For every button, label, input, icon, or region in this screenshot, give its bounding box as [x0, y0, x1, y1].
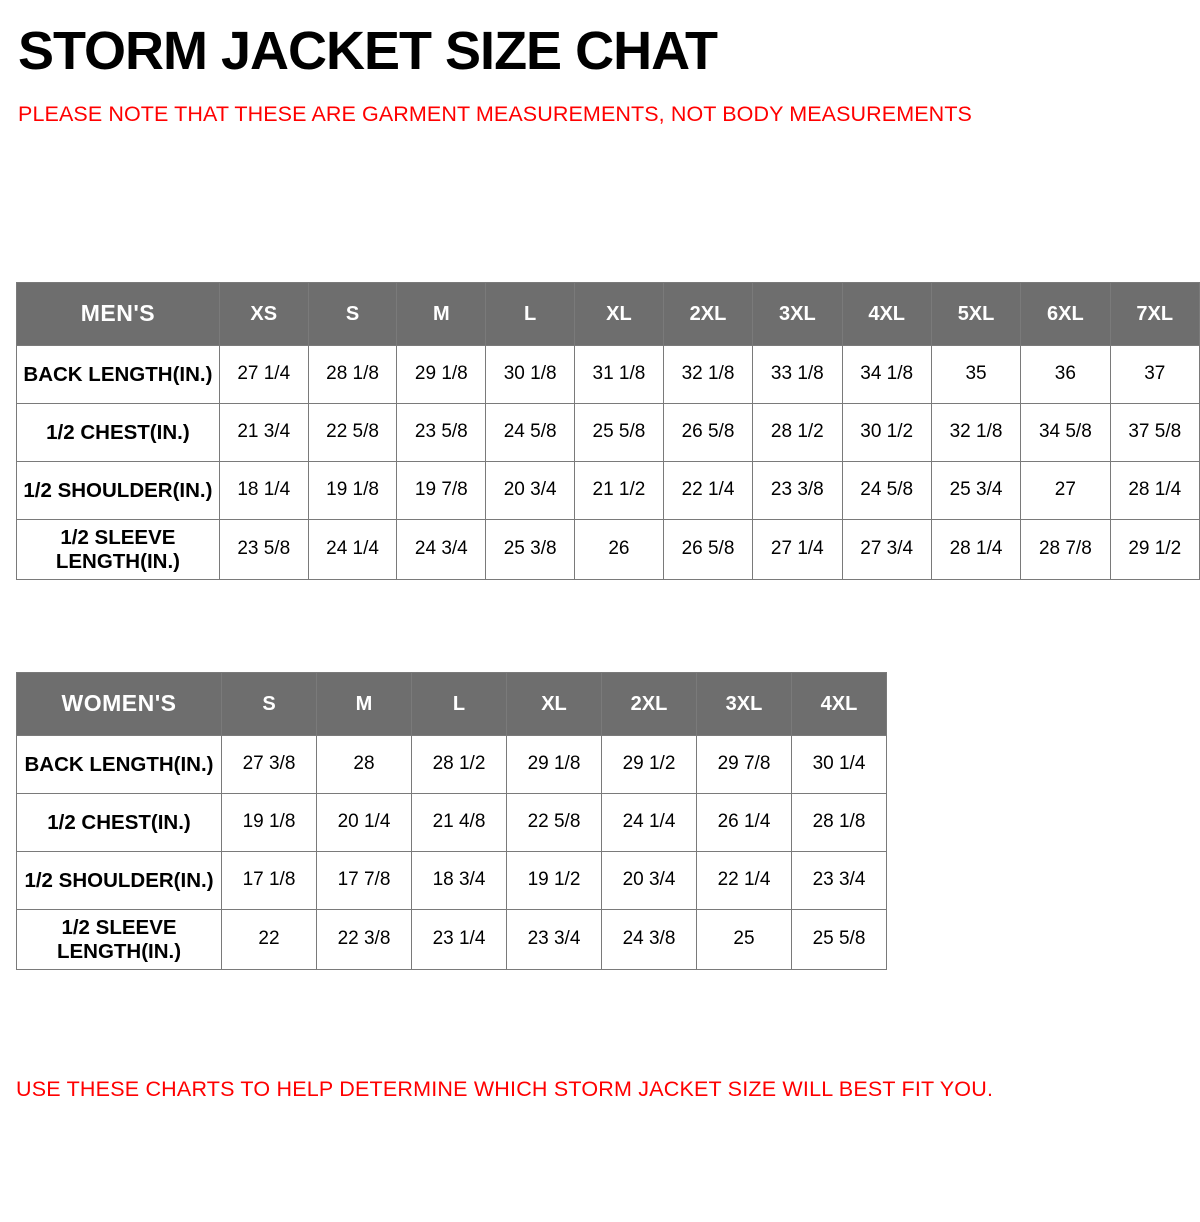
- measurement-cell: 20 1/4: [317, 794, 412, 852]
- measurement-cell: 24 3/8: [602, 910, 697, 970]
- measurement-cell: 21 1/2: [575, 462, 664, 520]
- column-header-size: L: [486, 283, 575, 346]
- mens-table-body: [17, 346, 1200, 580]
- womens-table-body: [17, 736, 887, 970]
- measurement-cell: 25: [697, 910, 792, 970]
- column-header-size: 2XL: [663, 283, 752, 346]
- column-header-size: XL: [507, 673, 602, 736]
- measurement-cell: 19 7/8: [397, 462, 486, 520]
- measurement-cell: 34 5/8: [1021, 404, 1110, 462]
- column-header-size: M: [397, 283, 486, 346]
- table-gender-header: WOMEN'S: [17, 673, 222, 736]
- column-header-size: S: [222, 673, 317, 736]
- column-header-size: L: [412, 673, 507, 736]
- column-header-size: 6XL: [1021, 283, 1110, 346]
- measurement-cell: 26 5/8: [663, 520, 752, 580]
- measurement-cell: 29 1/8: [507, 736, 602, 794]
- table-row: [17, 736, 887, 794]
- table-row: [17, 794, 887, 852]
- measurement-cell: 23 3/8: [753, 462, 842, 520]
- measurement-cell: 21 3/4: [219, 404, 308, 462]
- measurement-cell: 29 1/2: [1110, 520, 1199, 580]
- measurement-cell: 30 1/4: [792, 736, 887, 794]
- measurement-cell: 27 3/4: [842, 520, 931, 580]
- table-gender-header: MEN'S: [17, 283, 220, 346]
- measurement-cell: 29 1/2: [602, 736, 697, 794]
- measurement-cell: 32 1/8: [663, 346, 752, 404]
- measurement-cell: 23 3/4: [507, 910, 602, 970]
- measurement-cell: 27 1/4: [753, 520, 842, 580]
- measurement-cell: 36: [1021, 346, 1110, 404]
- measurement-cell: 22 3/8: [317, 910, 412, 970]
- row-measurement-label: 1/2 SLEEVE LENGTH(IN.): [17, 910, 222, 970]
- measurement-cell: 24 1/4: [602, 794, 697, 852]
- measurement-cell: 18 3/4: [412, 852, 507, 910]
- measurement-cell: 19 1/2: [507, 852, 602, 910]
- measurement-cell: 26 5/8: [663, 404, 752, 462]
- womens-size-table: [16, 672, 887, 970]
- size-chart-page: [0, 22, 1200, 1222]
- measurement-cell: 26: [575, 520, 664, 580]
- womens-size-table-wrapper: [16, 672, 887, 970]
- measurement-cell: 23 3/4: [792, 852, 887, 910]
- measurement-cell: 22 5/8: [308, 404, 397, 462]
- measurement-cell: 18 1/4: [219, 462, 308, 520]
- column-header-size: XL: [575, 283, 664, 346]
- measurement-cell: 21 4/8: [412, 794, 507, 852]
- measurement-cell: 23 1/4: [412, 910, 507, 970]
- column-header-size: 3XL: [753, 283, 842, 346]
- measurement-cell: 25 5/8: [792, 910, 887, 970]
- measurement-cell: 28 1/8: [792, 794, 887, 852]
- measurement-cell: 20 3/4: [486, 462, 575, 520]
- measurement-cell: 24 5/8: [486, 404, 575, 462]
- table-row: [17, 346, 1200, 404]
- measurement-cell: 35: [931, 346, 1020, 404]
- table-row: [17, 404, 1200, 462]
- measurement-cell: 28 7/8: [1021, 520, 1110, 580]
- measurement-cell: 34 1/8: [842, 346, 931, 404]
- column-header-size: 4XL: [842, 283, 931, 346]
- measurement-cell: 23 5/8: [397, 404, 486, 462]
- measurement-cell: 25 3/4: [931, 462, 1020, 520]
- measurement-cell: 28 1/4: [931, 520, 1020, 580]
- table-row: [17, 462, 1200, 520]
- column-header-size: XS: [219, 283, 308, 346]
- column-header-size: 3XL: [697, 673, 792, 736]
- row-measurement-label: 1/2 CHEST(IN.): [17, 404, 220, 462]
- measurement-cell: 32 1/8: [931, 404, 1020, 462]
- measurement-cell: 28 1/2: [412, 736, 507, 794]
- measurement-cell: 25 3/8: [486, 520, 575, 580]
- column-header-size: 4XL: [792, 673, 887, 736]
- measurement-cell: 17 7/8: [317, 852, 412, 910]
- measurement-cell: 31 1/8: [575, 346, 664, 404]
- measurement-cell: 24 3/4: [397, 520, 486, 580]
- row-measurement-label: 1/2 CHEST(IN.): [17, 794, 222, 852]
- row-measurement-label: 1/2 SLEEVE LENGTH(IN.): [17, 520, 220, 580]
- measurement-cell: 28 1/8: [308, 346, 397, 404]
- row-measurement-label: 1/2 SHOULDER(IN.): [17, 462, 220, 520]
- table-row: [17, 910, 887, 970]
- measurement-cell: 19 1/8: [308, 462, 397, 520]
- column-header-size: M: [317, 673, 412, 736]
- page-title: STORM JACKET SIZE CHAT: [18, 21, 718, 81]
- mens-size-table: [16, 282, 1200, 580]
- measurement-cell: 28 1/2: [753, 404, 842, 462]
- measurement-cell: 22 5/8: [507, 794, 602, 852]
- measurement-cell: 30 1/2: [842, 404, 931, 462]
- measurement-cell: 37: [1110, 346, 1199, 404]
- mens-size-table-wrapper: [16, 282, 1200, 580]
- measurement-cell: 22 1/4: [697, 852, 792, 910]
- measurement-cell: 26 1/4: [697, 794, 792, 852]
- measurement-cell: 19 1/8: [222, 794, 317, 852]
- row-measurement-label: BACK LENGTH(IN.): [17, 736, 222, 794]
- column-header-size: 2XL: [602, 673, 697, 736]
- measurement-cell: 20 3/4: [602, 852, 697, 910]
- measurement-cell: 37 5/8: [1110, 404, 1199, 462]
- top-note: PLEASE NOTE THAT THESE ARE GARMENT MEASUREMENTS, NOT BODY MEASUREMENTS: [18, 102, 972, 127]
- measurement-cell: 24 1/4: [308, 520, 397, 580]
- column-header-size: S: [308, 283, 397, 346]
- column-header-size: 7XL: [1110, 283, 1199, 346]
- row-measurement-label: BACK LENGTH(IN.): [17, 346, 220, 404]
- measurement-cell: 33 1/8: [753, 346, 842, 404]
- measurement-cell: 29 7/8: [697, 736, 792, 794]
- measurement-cell: 17 1/8: [222, 852, 317, 910]
- measurement-cell: 30 1/8: [486, 346, 575, 404]
- measurement-cell: 23 5/8: [219, 520, 308, 580]
- womens-table-header: [17, 673, 887, 736]
- column-header-size: 5XL: [931, 283, 1020, 346]
- bottom-note: USE THESE CHARTS TO HELP DETERMINE WHICH STORM JACKET SIZE WILL BEST FIT YOU.: [16, 1077, 994, 1101]
- measurement-cell: 22 1/4: [663, 462, 752, 520]
- measurement-cell: 22: [222, 910, 317, 970]
- measurement-cell: 27 3/8: [222, 736, 317, 794]
- measurement-cell: 25 5/8: [575, 404, 664, 462]
- measurement-cell: 24 5/8: [842, 462, 931, 520]
- table-row: [17, 852, 887, 910]
- measurement-cell: 28: [317, 736, 412, 794]
- measurement-cell: 29 1/8: [397, 346, 486, 404]
- measurement-cell: 28 1/4: [1110, 462, 1199, 520]
- table-row: [17, 520, 1200, 580]
- measurement-cell: 27 1/4: [219, 346, 308, 404]
- mens-table-header: [17, 283, 1200, 346]
- measurement-cell: 27: [1021, 462, 1110, 520]
- row-measurement-label: 1/2 SHOULDER(IN.): [17, 852, 222, 910]
